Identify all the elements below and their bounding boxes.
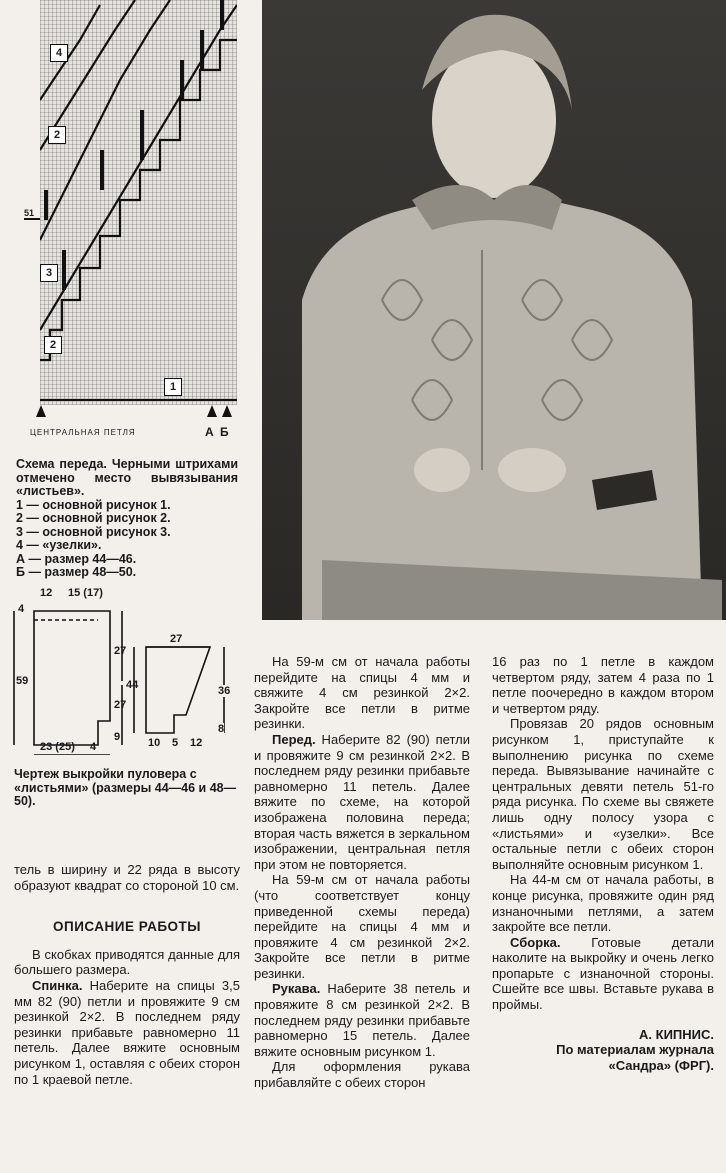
sleeve-rib-dim: 8 — [218, 723, 225, 735]
size-a-marker: А — [205, 425, 214, 439]
legend-title: Схема переда. Черными штрихами отмечено место вывязывания «листьев». — [16, 457, 238, 498]
band-label-4: 4 — [50, 44, 68, 62]
text-column-1 — [14, 862, 240, 1087]
source-line-2: «Сандра» (ФРГ). — [608, 1057, 714, 1073]
legend-item: 4 — «узелки». — [16, 538, 102, 552]
sleeve-height-dim: 44 — [126, 679, 139, 691]
back-lower-dim: 27 — [114, 699, 127, 711]
paragraph: На 44-м см от начала работы, в конце рисунка, провяжите один ряд изнаночными петлями, а затем закройте все петли. — [492, 872, 714, 935]
size-b-arrow-icon — [222, 405, 232, 417]
text-column-2 — [254, 654, 470, 1091]
assembly-heading: Сборка. — [510, 934, 561, 950]
paragraph: 16 раз по 1 петле в каждом четвертом ряду, затем 4 раза по 1 петле поочередно в каждом втором и четвертом ряду. — [492, 654, 714, 716]
assembly-text: Готовые детали наколите на выкройку и очень легко пропарьте с изнаночной стороны. Сшейте все швы. Вставьте рукава в проймы. — [492, 934, 714, 1013]
legend-item: 1 — основной рисунок 1. — [16, 497, 171, 512]
sleeve-bottom-dim-1: 10 — [148, 737, 161, 749]
back-top-dim: 12 — [40, 587, 53, 599]
paragraph: На 59-м см от начала работы (что соответствует концу приведенной схемы переда) перейдите на спицы 4 мм и провяжите 4 см резинкой 2×2. Закройте все петли в ритме резинки. — [254, 872, 470, 981]
legend-item: А — размер 44—46. — [16, 551, 137, 566]
sleeve-top-dim: 27 — [170, 633, 183, 645]
legend-item: 2 — основной рисунок 2. — [16, 511, 171, 525]
sweater-photo-illustration — [262, 0, 726, 620]
center-stitch-label: ЦЕНТРАЛЬНАЯ ПЕТЛЯ — [30, 428, 136, 437]
sizes-note: В скобках приводятся данные для большего размера. — [14, 946, 240, 978]
center-stitch-arrow-icon — [36, 405, 46, 417]
sleeve-bottom-dim-3: 12 — [190, 737, 203, 749]
back-paragraph — [14, 978, 240, 1087]
band-label-2b: 2 — [44, 336, 62, 354]
size-a-arrow-icon — [207, 405, 217, 417]
sleeves-heading: Рукава. — [272, 981, 321, 997]
front-text: Наберите 82 (90) петли и провяжите 9 см резинкой 2×2. В последнем ряду резинки прибавьте равномерно 11 петель. Далее вяжите по схеме, на которой изображена половина переда; вторая часть вяжется в зеркальном изображении, центральная петля при этом не повторяется. — [254, 731, 470, 872]
back-width-dim: 23 (25) — [40, 741, 75, 753]
knitting-chart-grid — [40, 0, 237, 405]
pattern-schematic — [10, 585, 242, 755]
back-width-dim-2: 4 — [90, 741, 97, 753]
back-text: Наберите на спицы 3,5 мм 82 (90) петли и провяжите 9 см резинкой 2×2. В последнем ряду резинки прибавьте равномерно 11 петель. Далее вяжите основным рисунком 1, оставляя с обеих сторон по 1 краевой петле. — [14, 977, 240, 1087]
sleeve-bottom-dim-2: 5 — [172, 737, 179, 749]
back-rib-dim: 9 — [114, 731, 121, 743]
front-paragraph — [254, 732, 470, 872]
sleeves-text: Наберите 38 петель и провяжите 8 см резинкой 2×2. В последнем ряду резинки прибавьте равномерно 15 петель. Далее вяжите основным рисунком 1. — [254, 981, 470, 1059]
legend-item: Б — размер 48—50. — [16, 565, 137, 579]
band-label-1: 1 — [164, 378, 182, 396]
back-side-dim: 4 — [18, 603, 25, 615]
back-top-dim-2: 15 (17) — [68, 587, 103, 599]
sleeve-right-dim: 36 — [218, 685, 231, 697]
row-marker-label: 51 — [24, 208, 35, 218]
back-heading: Спинка. — [32, 977, 83, 993]
model-photo — [262, 0, 726, 620]
knitting-chart — [40, 0, 237, 405]
band-label-2a: 2 — [48, 126, 66, 144]
paragraph: Для оформления рукава прибавляйте с обеих сторон — [254, 1059, 470, 1091]
band-label-3: 3 — [40, 264, 58, 282]
front-heading: Перед. — [272, 731, 316, 747]
paragraph: На 59-м см от начала работы перейдите на спицы 4 мм и свяжите 4 см резинкой 2×2. Закройте все петли в ритме резинки. — [254, 654, 470, 732]
back-height-dim: 59 — [16, 675, 29, 687]
pattern-schematic-drawing — [10, 585, 242, 755]
paragraph: Провязав 20 рядов основным рисунком 1, приступайте к выполнению рисунка по схеме переда. Вывязывание начинайте с центральных девяти петель 51-го ряда рисунка. По схеме вы свяжете лишь одну полосу узора с «листьями» и «узелки». Все остальные петли с обеих сторон выполняйте основным рисунком 1. — [492, 716, 714, 872]
source-line-1: По материалам журнала — [556, 1042, 714, 1058]
size-b-marker: Б — [220, 425, 229, 439]
pattern-caption: Чертеж выкройки пуловера с «листьями» (размеры 44—46 и 48—50). — [14, 767, 237, 808]
text-column-3 — [492, 654, 714, 1073]
gauge-text: тель в ширину и 22 ряда в высоту образуют квадрат со стороной 10 см. — [14, 862, 240, 893]
row-marker-arrow — [24, 218, 40, 220]
legend-item: 3 — основной рисунок 3. — [16, 524, 171, 539]
section-title: ОПИСАНИЕ РАБОТЫ — [52, 919, 201, 935]
sleeves-paragraph — [254, 981, 470, 1059]
assembly-paragraph — [492, 935, 714, 1013]
chart-legend — [16, 458, 238, 580]
author-signature: А. КИПНИС. — [639, 1026, 714, 1042]
back-upper-dim: 27 — [114, 645, 127, 657]
